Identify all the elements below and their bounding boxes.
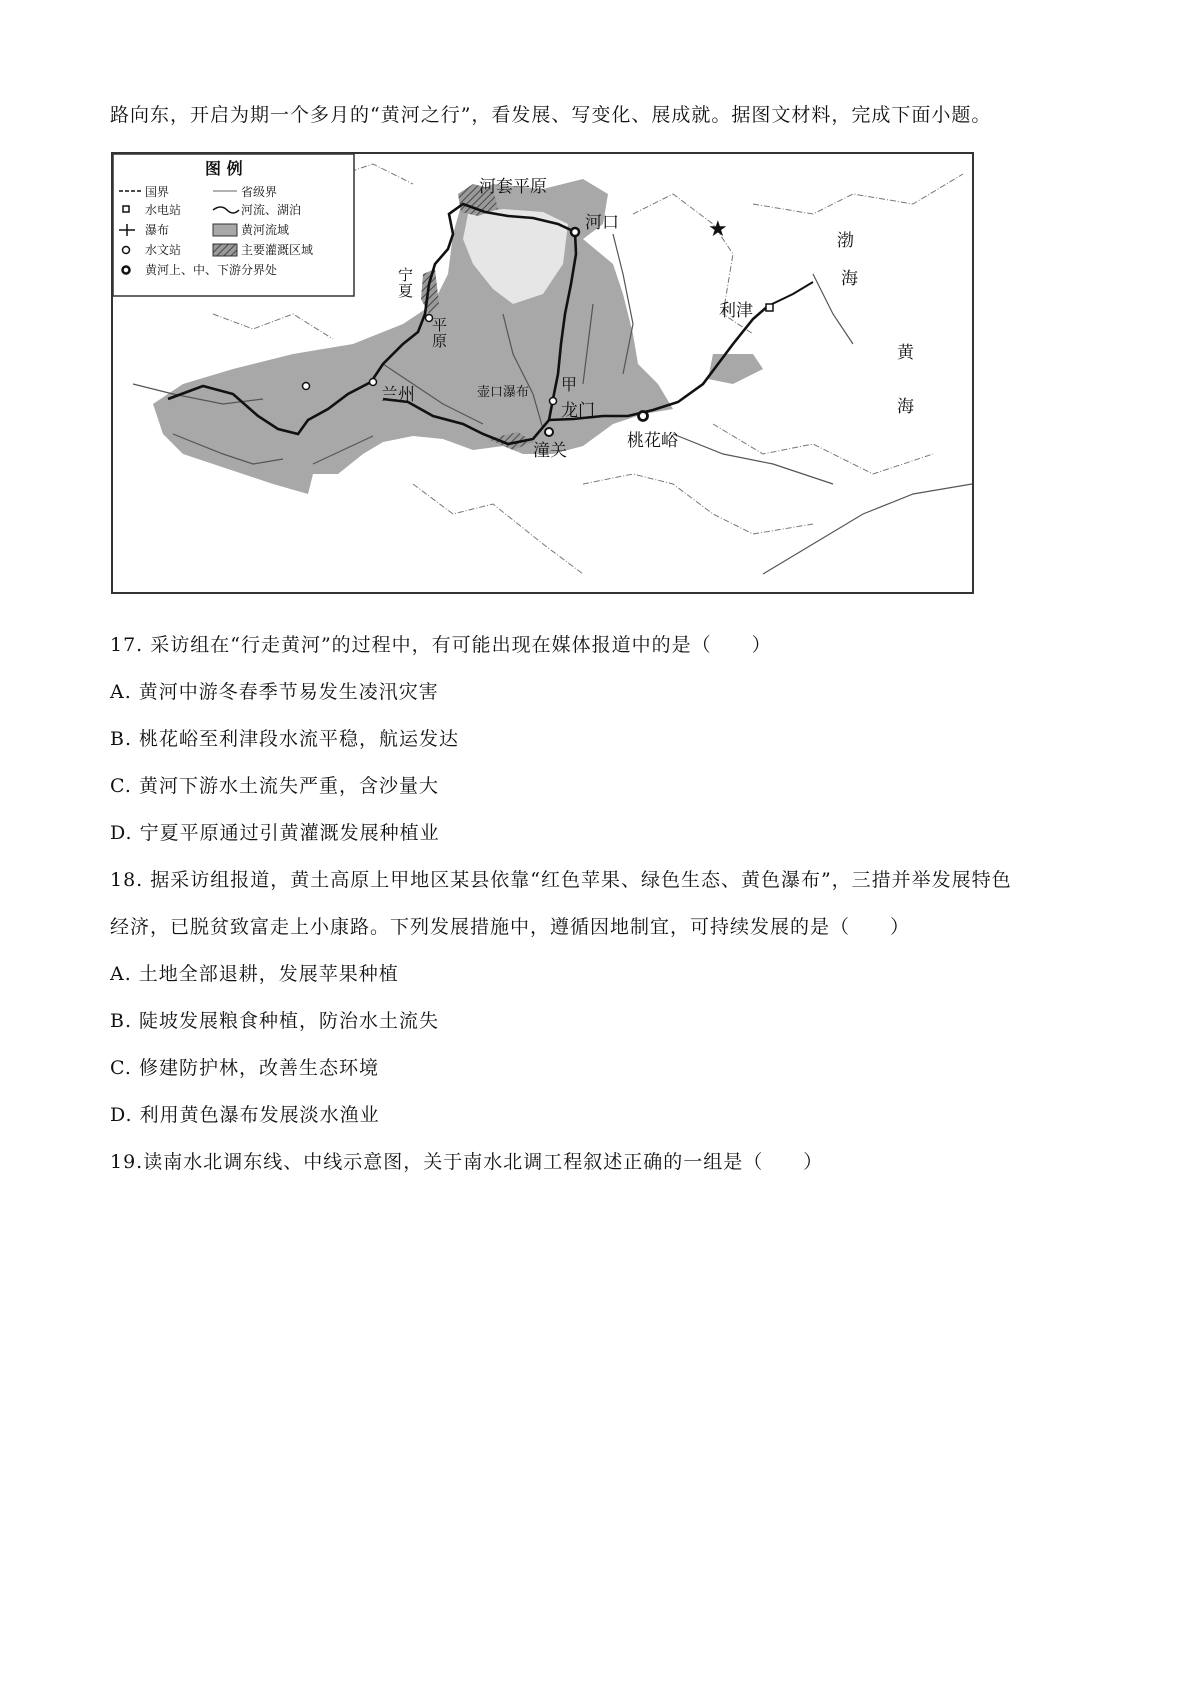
label-taohuayu: 桃花峪: [627, 431, 678, 451]
river-station-marker: [303, 383, 310, 390]
svg-text:瀑布: 瀑布: [145, 223, 170, 237]
q17-option-b: B. 桃花峪至利津段水流平稳，航运发达: [110, 728, 460, 750]
label-longmen: 龙门: [561, 401, 595, 421]
label-lijin: 利津: [719, 301, 753, 321]
q17-option-c: C. 黄河下游水土流失严重，含沙量大: [110, 775, 439, 797]
lower-basin: [708, 354, 763, 384]
svg-text:河流、湖泊: 河流、湖泊: [241, 203, 302, 217]
label-bohai-1: 渤: [837, 231, 854, 251]
yellow-river-map: [111, 152, 974, 594]
svg-text:水文站: 水文站: [145, 243, 182, 257]
tongguan-marker: [545, 428, 553, 436]
legend-title: 图 例: [205, 159, 243, 178]
lanzhou-marker: [370, 379, 377, 386]
label-ningxia-2: 夏: [398, 282, 414, 300]
q18-option-d: D. 利用黄色瀑布发展淡水渔业: [110, 1104, 380, 1126]
q17-stem: 17. 采访组在“行走黄河”的过程中，有可能出现在媒体报道中的是（ ）: [110, 634, 772, 656]
label-bohai-2: 海: [841, 269, 858, 289]
label-lanzhou: 兰州: [381, 385, 415, 405]
label-hetao: 河套平原: [479, 177, 547, 197]
label-ningxia-1: 宁: [398, 266, 414, 284]
taohuayu-marker: [639, 412, 648, 421]
q17-option-d: D. 宁夏平原通过引黄灌溉发展种植业: [110, 822, 440, 844]
svg-text:黄河流域: 黄河流域: [241, 223, 290, 237]
delta-outlet: [768, 282, 813, 306]
q17-option-a: A. 黄河中游冬春季节易发生凌汛灾害: [110, 681, 439, 703]
q18-stem-line1: 18. 据采访组报道，黄土高原上甲地区某县依靠“红色苹果、绿色生态、黄色瀑布”，三措并举发展特色: [110, 869, 1012, 891]
q18-option-b: B. 陡坡发展粮食种植，防治水土流失: [110, 1010, 440, 1032]
q18-option-a: A. 土地全部退耕，发展苹果种植: [110, 963, 399, 985]
label-hekou: 河口: [585, 213, 619, 233]
svg-text:水电站: 水电站: [145, 203, 182, 217]
intro-text: 路向东，开启为期一个多月的“黄河之行”，看发展、写变化、展成就。据图文材料，完成下面小题。: [110, 104, 992, 126]
svg-text:省级界: 省级界: [241, 185, 278, 199]
svg-text:黄河上、中、下游分界处: 黄河上、中、下游分界处: [145, 263, 278, 277]
capital-star-icon: ★: [708, 217, 728, 242]
label-huanghai-1: 黄: [897, 343, 914, 363]
hekou-marker: [571, 228, 579, 236]
q18-option-c: C. 修建防护林，改善生态环境: [110, 1057, 379, 1079]
lijin-marker: [766, 304, 773, 311]
svg-text:主要灌溉区域: 主要灌溉区域: [241, 243, 314, 257]
map-legend: [113, 154, 354, 296]
longmen-marker: [550, 398, 557, 405]
label-tongguan: 潼关: [533, 441, 567, 461]
label-hukou: 壶口瀑布: [477, 385, 530, 400]
q18-stem-line2: 经济，已脱贫致富走上小康路。下列发展措施中，遵循因地制宜，可持续发展的是（ ）: [110, 916, 911, 938]
q19-stem: 19.读南水北调东线、中线示意图，关于南水北调工程叙述正确的一组是（ ）: [110, 1151, 824, 1173]
svg-text:国界: 国界: [145, 185, 170, 199]
label-ningxia-4: 原: [432, 332, 448, 350]
label-huanghai-2: 海: [897, 397, 914, 417]
label-ningxia-3: 平: [432, 316, 448, 334]
label-jia: 甲: [561, 375, 578, 394]
